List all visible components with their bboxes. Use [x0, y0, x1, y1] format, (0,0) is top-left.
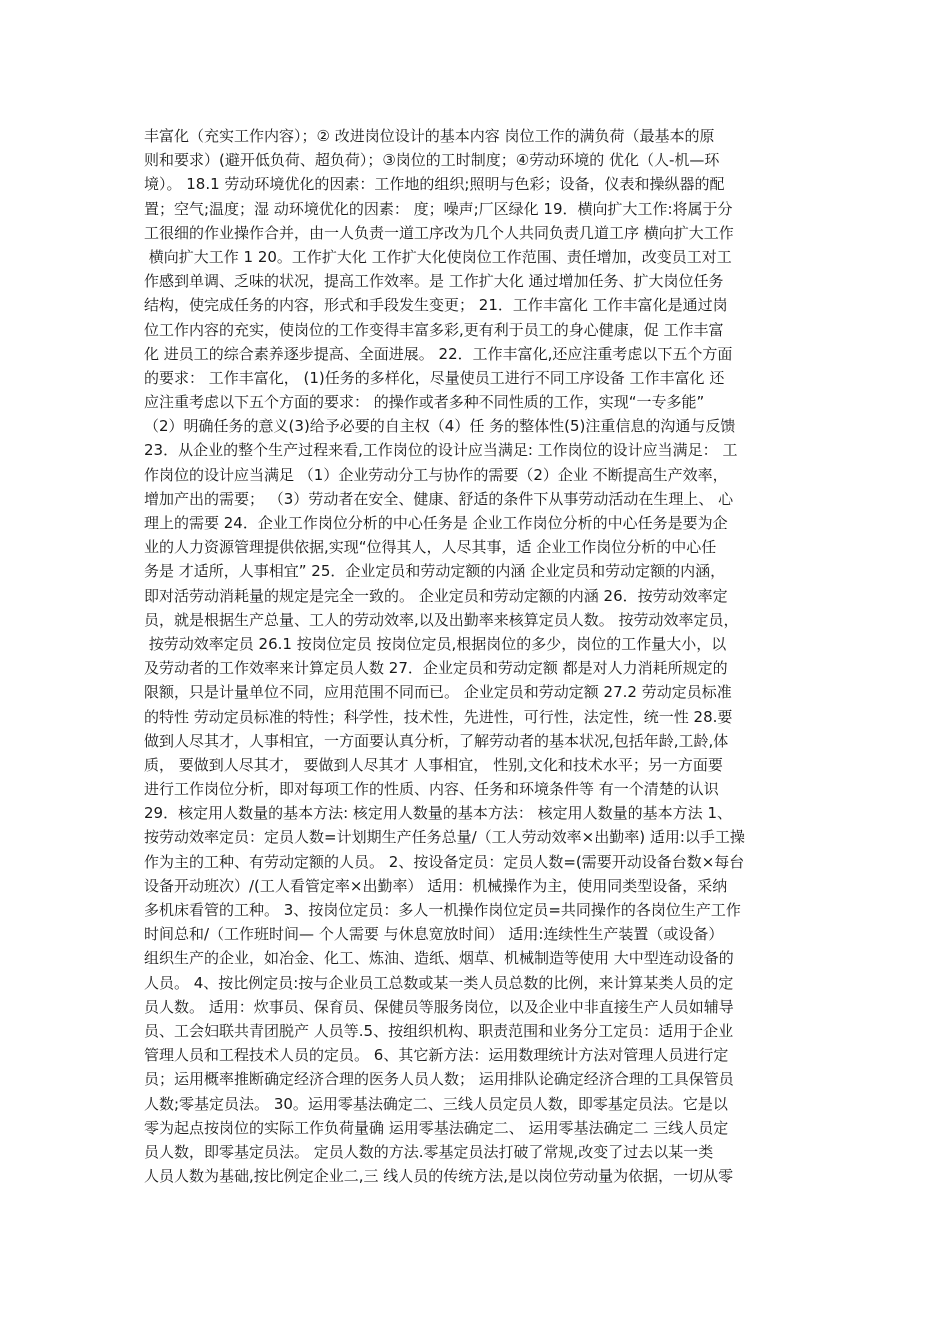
text-line: 按劳动效率定员：定员人数=计划期生产任务总量/（工人劳动效率×出勤率) 适用:以手工操 — [144, 828, 745, 847]
text-line: 及劳动者的工作效率来计算定员人数 27．企业定员和劳动定额 都是对人力消耗所规定的 — [144, 659, 728, 678]
text-line: 员人数。 适用：炊事员、保育员、保健员等服务岗位，以及企业中非直接生产人员如辅导 — [144, 997, 734, 1016]
text-line: 员人数，即零基定员法。 定员人数的方法.零基定员法打破了常规,改变了过去以某一类 — [144, 1142, 714, 1161]
text-line: 人员。 4、按比例定员:按与企业员工总数或某一类人员总数的比例，来计算某类人员的定 — [144, 973, 734, 992]
text-line: 的特性 劳动定员标准的特性；科学性，技术性，先进性，可行性，法定性，统一性 28.要 — [144, 707, 733, 726]
text-line: 则和要求）(避开低负荷、超负荷）；③岗位的工时制度；④劳动环境的 优化（人-机—环 — [144, 151, 720, 170]
text-line: 员、工会妇联共青团脱产 人员等.5、按组织机构、职责范围和业务分工定员：适用于企业 — [144, 1021, 734, 1040]
text-line: 置；空气;温度；湿 动环境优化的因素： 度；噪声;厂区绿化 19．横向扩大工作:将属于分 — [144, 199, 733, 218]
text-line: 理上的需要 24．企业工作岗位分析的中心任务是 企业工作岗位分析的中心任务是要为企 — [144, 514, 728, 532]
text-line: 管理人员和工程技术人员的定员。 6、其它新方法：运用数理统计方法对管理人员进行定 — [144, 1046, 729, 1065]
text-line: 丰富化（充实工作内容）；② 改进岗位设计的基本内容 岗位工作的满负荷（最基本的原 — [144, 127, 715, 145]
text-line: 作感到单调、乏味的状况，提高工作效率。是 工作扩大化 通过增加任务、扩大岗位任务 — [144, 272, 724, 291]
text-line: 员，就是根据生产总量、工人的劳动效率,以及出勤率来核算定员人数。 按劳动效率定员， — [144, 610, 739, 629]
text-line: 时间总和/（工作班时间— 个人需要 与休息宽放时间） 适用:连续性生产装置（或设备） — [144, 925, 724, 944]
text-line: 横向扩大工作 1 20。工作扩大化 工作扩大化使岗位工作范围、责任增加，改变员工对工 — [144, 247, 732, 266]
text-line: 29．核定用人数量的基本方法: 核定用人数量的基本方法： 核定用人数量的基本方法 1、 — [144, 804, 732, 823]
text-line: 限额，只是计量单位不同，应用范围不同而已。 企业定员和劳动定额 27.2 劳动定员标准 — [144, 683, 732, 702]
text-line: 的要求： 工作丰富化， (1)任务的多样化，尽量使员工进行不同工序设备 工作丰富化 还 — [144, 368, 725, 387]
text-line: 结构，使完成任务的内容，形式和手段发生变更； 21．工作丰富化 工作丰富化是通过岗 — [144, 296, 728, 315]
text-line: 做到人尽其才，人事相宜，一方面要认真分析，了解劳动者的基本状况,包括年龄,工龄,体 — [144, 731, 729, 750]
text-line: 按劳动效率定员 26.1 按岗位定员 按岗位定员,根据岗位的多少，岗位的工作量大小，以 — [144, 634, 727, 653]
text-line: 人员人数为基础,按比例定企业二,三 线人员的传统方法,是以岗位劳动量为依据，一切从零 — [144, 1167, 734, 1186]
text-line: 作为主的工种、有劳动定额的人员。 2、按设备定员：定员人数=(需要开动设备台数×每台 — [144, 852, 745, 871]
text-line: 进行工作岗位分析，即对每项工作的性质、内容、任务和环境条件等 有一个清楚的认识 — [144, 780, 719, 799]
text-line: 设备开动班次）/(工人看管定率×出勤率） 适用：机械操作为主，使用同类型设备，采纳 — [144, 876, 728, 895]
text-line: 工很细的作业操作合并，由一人负责一道工序改为几个人共同负责几道工序 横向扩大工作 — [144, 223, 734, 242]
text-line: 多机床看管的工种。 3、按岗位定员：多人一机操作岗位定员=共同操作的各岗位生产工作 — [144, 901, 741, 919]
text-line: 位工作内容的充实，使岗位的工作变得丰富多彩,更有利于员工的身心健康，促 工作丰富 — [144, 320, 724, 339]
text-line: 化 进员工的综合素养逐步提高、全面进展。 22．工作丰富化,还应注重考虑以下五个方面 — [144, 344, 733, 363]
text-line: 务是 才适所，人事相宜” 25．企业定员和劳动定额的内涵 企业定员和劳动定额的内涵， — [144, 562, 726, 581]
text-line: 作岗位的设计应当满足 （1）企业劳动分工与协作的需要（2）企业 不断提高生产效率， — [144, 465, 728, 484]
text-line: 应注重考虑以下五个方面的要求： 的操作或者多种不同性质的工作，实现“一专多能” — [144, 393, 705, 412]
text-line: 人数;零基定员法。 30。运用零基法确定二、三线人员定员人数，即零基定员法。它是以 — [144, 1094, 728, 1113]
text-line: 质， 要做到人尽其才， 要做到人尽其才 人事相宜， 性别,文化和技术水平；另一方面要 — [144, 755, 723, 774]
text-line: 增加产出的需要； （3）劳动者在安全、健康、舒适的条件下从事劳动活动在生理上、 心 — [144, 489, 734, 508]
text-line: （2）明确任务的意义(3)给予必要的自主权（4）任 务的整体性(5)注重信息的沟通与反馈 — [144, 417, 736, 436]
text-line: 即对活劳动消耗量的规定是完全一致的。 企业定员和劳动定额的内涵 26．按劳动效率定 — [144, 586, 728, 605]
text-line: 零为起点按岗位的实际工作负荷量确 运用零基法确定二、 运用零基法确定二 三线人员定 — [144, 1118, 729, 1137]
text-line: 境）。 18.1 劳动环境优化的因素：工作地的组织;照明与色彩；设备，仪表和操纵器的配 — [144, 175, 725, 194]
text-line: 组织生产的企业，如冶金、化工、炼油、造纸、烟草、机械制造等使用 大中型连动设备的 — [144, 949, 734, 968]
text-line: 员；运用概率推断确定经济合理的医务人员人数； 运用排队论确定经济合理的工具保管员 — [144, 1070, 734, 1089]
body-text — [144, 124, 808, 1188]
text-line: 23．从企业的整个生产过程来看,工作岗位的设计应当满足: 工作岗位的设计应当满足： 工 — [144, 441, 738, 460]
text-line: 业的人力资源管理提供依据,实现“位得其人，人尽其事，适 企业工作岗位分析的中心任 — [144, 538, 717, 557]
